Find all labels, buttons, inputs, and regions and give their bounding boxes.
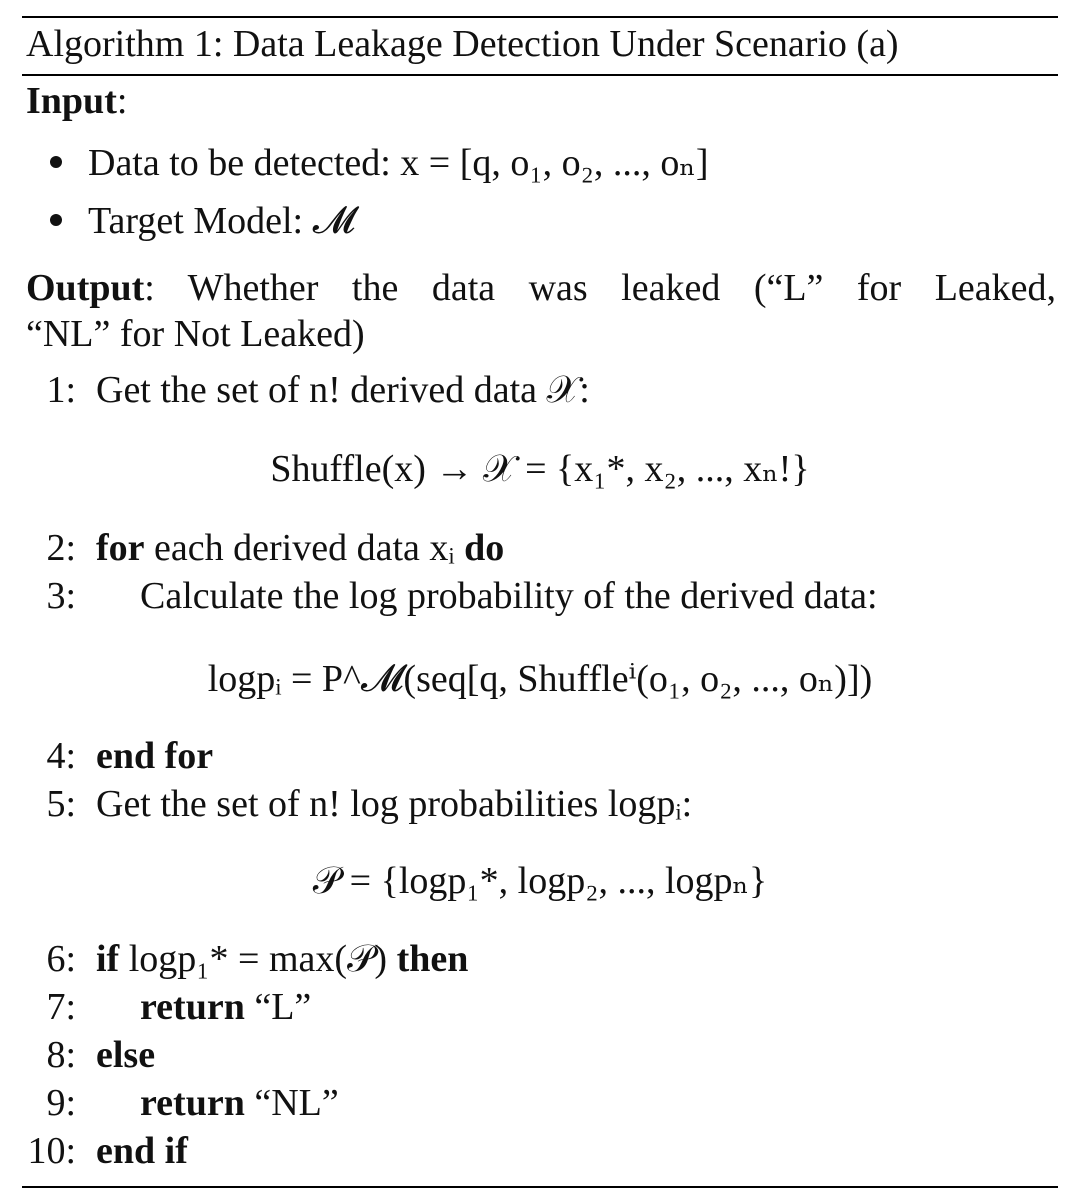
algorithm-title: Algorithm 1: Data Leakage Detection Under Scenario (a) xyxy=(26,23,899,65)
equation-shuffle: Shuffle(x) → 𝒳 = {x₁*, x₂, ..., xₙ!} xyxy=(270,448,810,490)
bullet-icon xyxy=(50,214,62,226)
title-rule xyxy=(22,74,1058,76)
step-9: return “NL” xyxy=(140,1082,339,1124)
top-rule xyxy=(22,16,1058,18)
equation-logprob: logpᵢ = P^𝓜(seq[q, Shuffleⁱ(o₁, o₂, ..., oₙ)]) xyxy=(207,658,873,700)
step-4: end for xyxy=(96,735,214,777)
line-number: 3: xyxy=(46,575,76,617)
equation-set: 𝒫 = {logp₁*, logp₂, ..., logpₙ} xyxy=(312,860,768,902)
step-10: end if xyxy=(96,1130,188,1172)
step-5: Get the set of n! log probabilities logpᵢ: xyxy=(96,783,693,825)
step-7: return “L” xyxy=(140,986,312,1028)
step-1: Get the set of n! derived data 𝒳: xyxy=(96,369,590,411)
output-line-1: Output: Whether the data was leaked (“L” for Leaked, xyxy=(26,267,1056,309)
input-item-data: Data to be detected: x = [q, o₁, o₂, ..., oₙ] xyxy=(50,140,708,186)
bullet-icon xyxy=(50,156,62,168)
line-number: 7: xyxy=(46,986,76,1028)
step-6: if logp₁* = max(𝒫) then xyxy=(96,938,469,980)
line-number: 1: xyxy=(46,369,76,411)
line-number: 2: xyxy=(46,527,76,569)
line-number: 8: xyxy=(46,1034,76,1076)
input-item-model: Target Model: 𝓜 xyxy=(50,198,355,244)
line-number: 9: xyxy=(46,1082,76,1124)
step-2: for each derived data xᵢ do xyxy=(96,527,505,569)
step-8: else xyxy=(96,1034,156,1076)
input-heading: Input: xyxy=(26,80,128,122)
line-number: 10: xyxy=(27,1130,76,1172)
line-number: 6: xyxy=(46,938,76,980)
line-number: 5: xyxy=(46,783,76,825)
bottom-rule xyxy=(22,1186,1058,1188)
step-3: Calculate the log probability of the derived data: xyxy=(140,575,878,617)
line-number: 4: xyxy=(46,735,76,777)
output-line-2: “NL” for Not Leaked) xyxy=(26,313,365,355)
